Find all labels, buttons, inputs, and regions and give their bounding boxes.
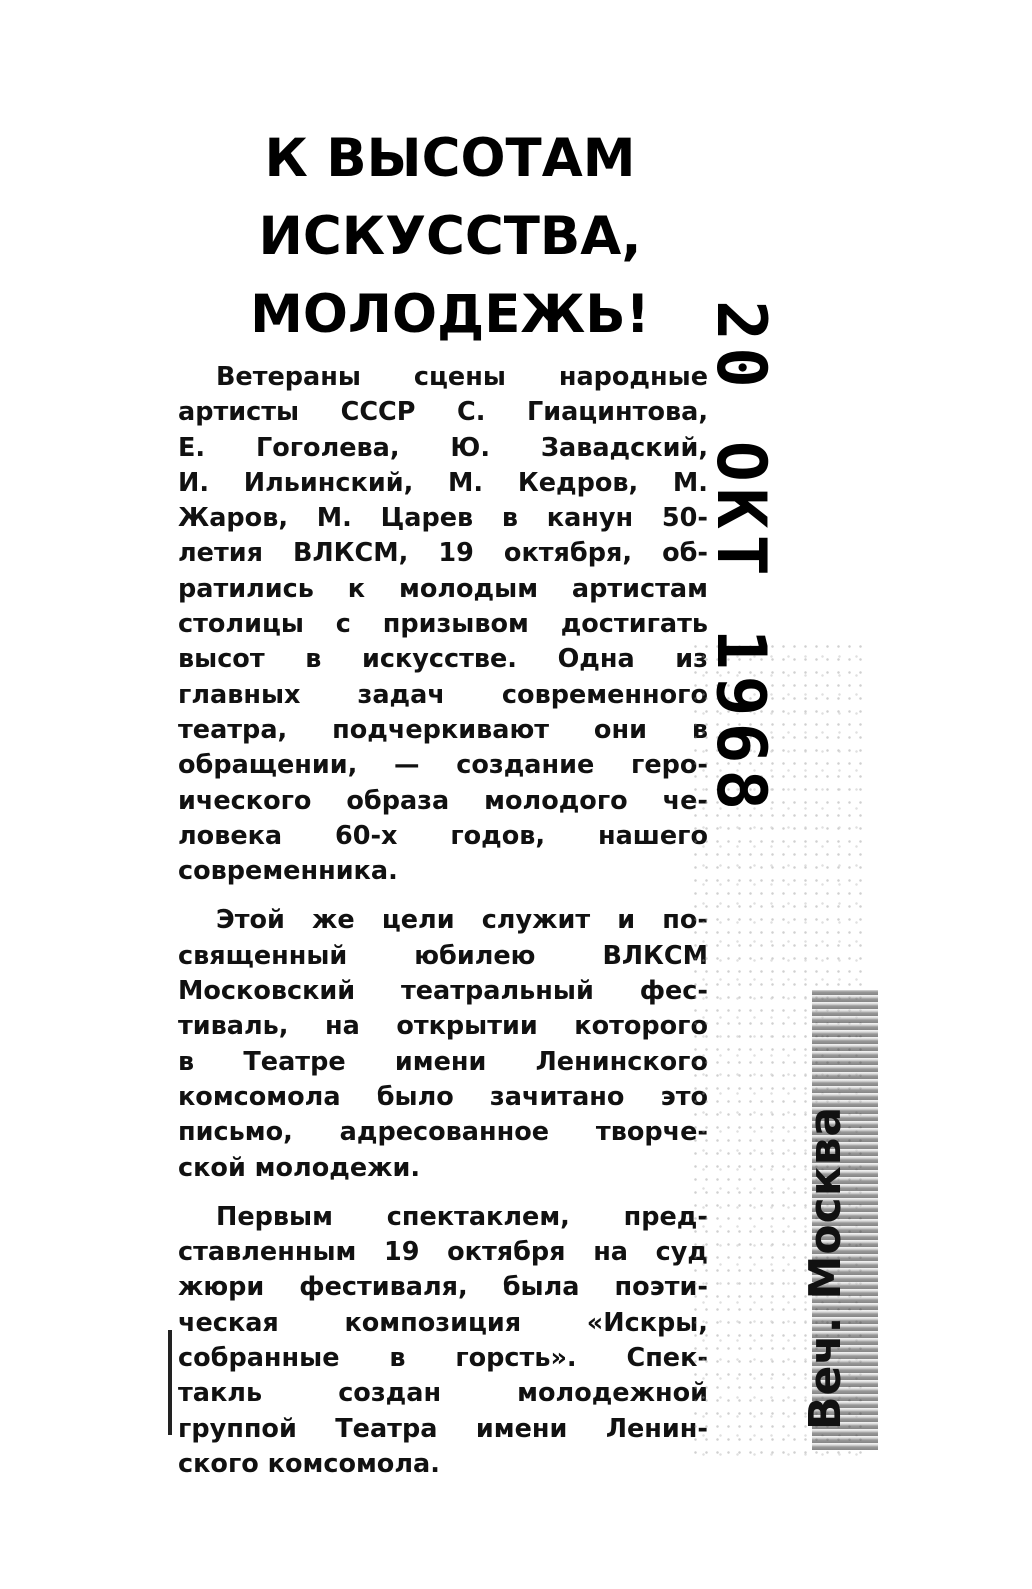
text-line: Жаров, М. Царев в канун 50- bbox=[178, 503, 708, 534]
text-line: ской молодежи. bbox=[178, 1152, 421, 1183]
paragraph-1 bbox=[178, 360, 708, 889]
text-line: собранные в горсть». Спек- bbox=[178, 1343, 708, 1374]
text-line: Ветераны сцены народные bbox=[216, 362, 708, 392]
headline-line-2: ИСКУССТВА, bbox=[258, 206, 642, 267]
text-line: главных задач современного bbox=[178, 679, 708, 710]
text-line: тиваль, на открытии которого bbox=[178, 1011, 708, 1042]
paragraph-2 bbox=[178, 903, 708, 1185]
date-stamp: 20 ОКТ 1968 bbox=[701, 300, 780, 817]
headline-line-1: К ВЫСОТАМ bbox=[264, 128, 636, 189]
text-line: летия ВЛКСМ, 19 октября, об- bbox=[178, 538, 708, 569]
text-line: Московский театральный фес- bbox=[178, 976, 708, 1007]
text-line: И. Ильинский, М. Кедров, М. bbox=[178, 467, 708, 498]
text-line: комсомола было зачитано это bbox=[178, 1081, 708, 1112]
text-line: Е. Гоголева, Ю. Завадский, bbox=[178, 432, 708, 463]
text-line: ческая композиция «Искры, bbox=[178, 1307, 708, 1338]
text-line: Первым спектаклем, пред- bbox=[216, 1201, 708, 1232]
source-stamp: Веч. Москва bbox=[800, 1105, 851, 1430]
text-line: письмо, адресованное творче- bbox=[178, 1117, 708, 1148]
headline bbox=[250, 120, 650, 354]
text-line: театра, подчеркивают они в bbox=[178, 714, 708, 745]
text-line: Этой же цели служит и по- bbox=[216, 905, 708, 936]
text-line: ратились к молодым артистам bbox=[178, 573, 708, 604]
text-line: священный юбилею ВЛКСМ bbox=[178, 940, 708, 971]
text-line: высот в искусстве. Одна из bbox=[178, 644, 708, 675]
text-line: такль создан молодежной bbox=[178, 1378, 708, 1409]
text-line: ловека 60-х годов, нашего bbox=[178, 820, 708, 851]
text-line: жюри фестиваля, была поэти- bbox=[178, 1272, 708, 1303]
text-line: столицы с призывом достигать bbox=[178, 609, 708, 640]
paragraph-3 bbox=[178, 1200, 708, 1482]
text-line: ического образа молодого че- bbox=[178, 785, 708, 816]
text-line: группой Театра имени Ленин- bbox=[178, 1413, 708, 1444]
text-line: артисты СССР С. Гиацинтова, bbox=[178, 397, 708, 428]
text-line: ского комсомола. bbox=[178, 1448, 440, 1479]
margin-rule bbox=[168, 1330, 172, 1435]
text-line: ставленным 19 октября на суд bbox=[178, 1237, 708, 1268]
text-line: современника. bbox=[178, 856, 398, 887]
text-line: в Театре имени Ленинского bbox=[178, 1046, 708, 1077]
article-body bbox=[178, 360, 708, 1496]
text-line: обращении, — создание геро- bbox=[178, 750, 708, 781]
headline-line-3: МОЛОДЕЖЬ! bbox=[250, 284, 650, 345]
